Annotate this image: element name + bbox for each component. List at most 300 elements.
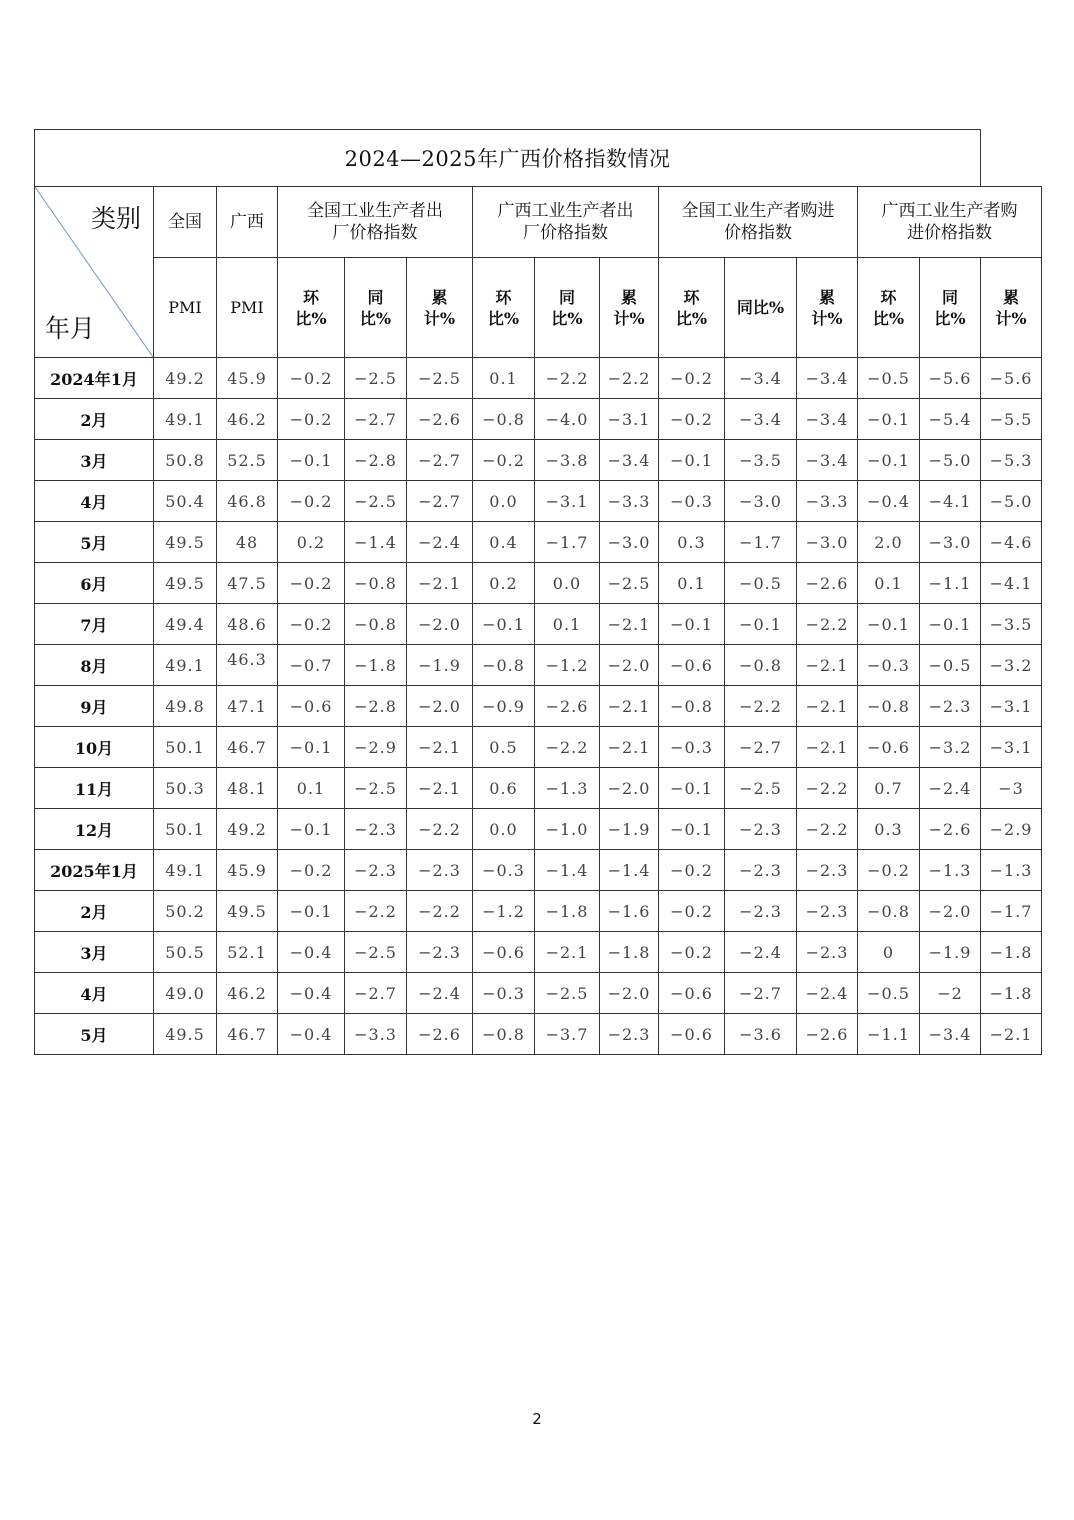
value-text: −5.6 — [928, 368, 972, 388]
value-cell — [600, 358, 659, 399]
value-text: 0.3 — [677, 532, 706, 552]
value-text: −2.2 — [805, 614, 849, 634]
value-text: 49.5 — [165, 1024, 205, 1044]
value-cell — [981, 809, 1042, 850]
value-cell — [659, 440, 725, 481]
group-header-line2: 厂价格指数 — [523, 223, 608, 243]
value-cell — [217, 686, 278, 727]
value-text: 0.3 — [874, 819, 903, 839]
value-cell — [725, 686, 797, 727]
group-header-line2: 厂价格指数 — [332, 223, 418, 243]
value-text: 0.1 — [552, 614, 582, 634]
subheader-yoy: 同 比% — [920, 258, 981, 358]
value-cell — [278, 973, 345, 1014]
value-cell — [278, 686, 345, 727]
value-text: −2.0 — [607, 778, 651, 798]
table-row — [35, 481, 1042, 522]
value-text: −1.8 — [354, 655, 397, 675]
value-cell — [920, 440, 981, 481]
month-cell: 2月 — [35, 399, 154, 440]
value-text: 49.1 — [165, 409, 205, 429]
value-cell — [797, 973, 858, 1014]
subheader-cumulative: 累 计% — [407, 258, 473, 358]
value-text: −2.5 — [418, 368, 461, 388]
value-cell — [535, 645, 600, 686]
month-cell: 9月 — [35, 686, 154, 727]
value-cell — [981, 727, 1042, 768]
value-text: −0.2 — [289, 573, 333, 593]
value-text: −5.0 — [989, 491, 1033, 511]
value-text: −3.7 — [545, 1024, 589, 1044]
value-text: 49.0 — [165, 983, 205, 1003]
value-cell — [797, 399, 858, 440]
value-cell — [600, 932, 659, 973]
value-text: −2.0 — [418, 696, 461, 716]
value-text: −2.3 — [805, 901, 849, 921]
price-index-table — [34, 129, 1042, 1055]
value-cell — [345, 604, 407, 645]
value-text: −3.6 — [739, 1024, 782, 1044]
value-cell — [217, 604, 278, 645]
value-text: 0.2 — [296, 532, 326, 552]
value-text: −0.1 — [289, 901, 333, 921]
value-cell — [154, 440, 217, 481]
value-cell — [981, 850, 1042, 891]
value-text: −3.0 — [928, 532, 972, 552]
group-header-national-ppi-out — [278, 187, 473, 258]
value-cell — [858, 932, 920, 973]
value-text: −0.7 — [289, 655, 333, 675]
value-cell — [473, 358, 535, 399]
value-cell — [535, 686, 600, 727]
value-cell — [797, 686, 858, 727]
table-row — [35, 645, 1042, 686]
value-text: −1.7 — [545, 532, 589, 552]
month-cell: 3月 — [35, 932, 154, 973]
value-cell — [473, 850, 535, 891]
value-text: −0.5 — [867, 983, 910, 1003]
value-cell — [659, 563, 725, 604]
table-row — [35, 686, 1042, 727]
value-text: 2.0 — [874, 532, 903, 552]
value-cell — [217, 850, 278, 891]
value-text: 49.2 — [165, 368, 205, 388]
group-header-line1: 全国工业生产者购进 — [681, 201, 835, 221]
value-cell — [154, 399, 217, 440]
value-text: −2.2 — [805, 819, 849, 839]
value-text: −1.4 — [545, 860, 589, 880]
value-cell — [473, 645, 535, 686]
value-cell — [345, 686, 407, 727]
value-text: −0.4 — [867, 491, 910, 511]
value-cell — [345, 727, 407, 768]
group-header-guangxi-ppi-out — [473, 187, 659, 258]
value-cell — [217, 358, 278, 399]
value-text: −2.6 — [805, 573, 849, 593]
value-text: −0.8 — [867, 696, 910, 716]
value-cell — [725, 1014, 797, 1055]
value-cell — [858, 973, 920, 1014]
value-cell — [217, 727, 278, 768]
value-text: −3.4 — [739, 409, 782, 429]
value-cell — [535, 850, 600, 891]
value-cell — [920, 727, 981, 768]
group-header-line2: 价格指数 — [724, 223, 792, 243]
table-row — [35, 604, 1042, 645]
value-text: 46.3 — [227, 649, 267, 669]
value-cell — [659, 522, 725, 563]
value-cell — [600, 850, 659, 891]
value-cell — [217, 891, 278, 932]
value-text: −2.3 — [739, 819, 782, 839]
value-text: −1.8 — [545, 901, 589, 921]
value-text: −2.8 — [354, 696, 397, 716]
value-cell — [600, 768, 659, 809]
value-cell — [858, 809, 920, 850]
value-cell — [797, 850, 858, 891]
value-cell — [600, 604, 659, 645]
value-text: −2.6 — [805, 1024, 849, 1044]
value-text: 49.1 — [165, 655, 205, 675]
value-text: −0.2 — [670, 368, 713, 388]
value-cell — [407, 891, 473, 932]
value-text: −2.7 — [418, 491, 461, 511]
value-cell — [600, 973, 659, 1014]
month-cell: 2024年1月 — [35, 358, 154, 399]
value-text: −1.9 — [418, 655, 461, 675]
value-text: −1.2 — [545, 655, 589, 675]
value-cell — [725, 481, 797, 522]
value-text: 49.8 — [165, 696, 205, 716]
value-text: −3.3 — [354, 1024, 397, 1044]
value-cell — [981, 1014, 1042, 1055]
value-text: 0.4 — [489, 532, 518, 552]
value-cell — [278, 440, 345, 481]
value-text: −0.2 — [670, 901, 713, 921]
value-cell — [154, 891, 217, 932]
value-text: 0.1 — [296, 778, 326, 798]
value-cell — [154, 973, 217, 1014]
value-text: −0.4 — [289, 942, 333, 962]
value-cell — [154, 604, 217, 645]
value-cell — [154, 727, 217, 768]
value-text: −0.2 — [289, 491, 333, 511]
value-text: −2.7 — [418, 450, 461, 470]
value-text: −2.1 — [418, 778, 461, 798]
value-text: −2.3 — [418, 942, 461, 962]
value-text: 46.7 — [227, 1024, 267, 1044]
value-cell — [535, 809, 600, 850]
month-cell: 3月 — [35, 440, 154, 481]
subheader-pmi-national: PMI — [154, 258, 217, 358]
value-cell — [154, 358, 217, 399]
value-cell — [535, 399, 600, 440]
value-cell — [217, 768, 278, 809]
value-cell — [535, 440, 600, 481]
value-text: −5.4 — [928, 409, 972, 429]
value-cell — [535, 1014, 600, 1055]
value-cell — [659, 891, 725, 932]
value-text: −2.2 — [545, 737, 589, 757]
value-cell — [278, 399, 345, 440]
value-text: −0.5 — [739, 573, 782, 593]
value-cell — [725, 973, 797, 1014]
value-text: −0.4 — [289, 1024, 333, 1044]
value-text: −3.4 — [805, 409, 849, 429]
value-cell — [345, 440, 407, 481]
value-text: −0.1 — [670, 450, 713, 470]
value-cell — [981, 399, 1042, 440]
value-cell — [920, 481, 981, 522]
value-text: 46.7 — [227, 737, 267, 757]
value-text: −1.8 — [607, 942, 651, 962]
value-cell — [981, 563, 1042, 604]
value-text: −0.5 — [867, 368, 910, 388]
value-cell — [858, 768, 920, 809]
value-text: −0.8 — [482, 409, 525, 429]
value-text: −0.1 — [289, 737, 333, 757]
value-text: −0.8 — [354, 573, 397, 593]
value-text: −2.4 — [928, 778, 972, 798]
group-header-guangxi-ppi-in — [858, 187, 1042, 258]
value-cell — [920, 604, 981, 645]
value-text: −0.8 — [354, 614, 397, 634]
value-cell — [981, 358, 1042, 399]
value-cell — [535, 604, 600, 645]
value-text: 0.6 — [489, 778, 518, 798]
value-text: −0.8 — [670, 696, 713, 716]
value-cell — [858, 645, 920, 686]
value-text: −2.0 — [607, 983, 651, 1003]
value-text: −1.4 — [354, 532, 397, 552]
value-cell — [278, 768, 345, 809]
value-cell — [154, 932, 217, 973]
value-text: −2.2 — [545, 368, 589, 388]
value-text: −0.2 — [670, 942, 713, 962]
value-cell — [473, 522, 535, 563]
value-text: −0.1 — [867, 450, 910, 470]
group-header-national: 全国 — [154, 187, 217, 258]
value-cell — [600, 522, 659, 563]
value-cell — [920, 809, 981, 850]
value-text: −0.2 — [289, 368, 333, 388]
value-cell — [659, 932, 725, 973]
value-text: 49.1 — [165, 860, 205, 880]
value-text: 50.2 — [165, 901, 205, 921]
value-text: −1.8 — [989, 942, 1033, 962]
value-text: −2.5 — [354, 942, 397, 962]
value-text: −0.2 — [482, 450, 525, 470]
value-cell — [407, 563, 473, 604]
value-cell — [858, 850, 920, 891]
value-cell — [535, 522, 600, 563]
value-text: −2.0 — [928, 901, 972, 921]
value-cell — [345, 768, 407, 809]
value-cell — [659, 481, 725, 522]
value-text: −2.5 — [354, 778, 397, 798]
value-cell — [473, 891, 535, 932]
value-text: −2.1 — [805, 737, 849, 757]
value-text: −1.1 — [928, 573, 972, 593]
value-cell — [920, 1014, 981, 1055]
value-cell — [473, 932, 535, 973]
value-text: −2.1 — [989, 1024, 1033, 1044]
value-text: −0.1 — [670, 778, 713, 798]
value-text: 50.5 — [165, 942, 205, 962]
value-text: −2.1 — [418, 573, 461, 593]
value-cell — [725, 850, 797, 891]
value-cell — [920, 973, 981, 1014]
value-cell — [600, 399, 659, 440]
page-number: 2 — [532, 1410, 542, 1428]
value-cell — [154, 481, 217, 522]
value-cell — [407, 1014, 473, 1055]
value-text: 45.9 — [227, 860, 267, 880]
value-text: −2.1 — [607, 737, 651, 757]
value-text: −2.3 — [805, 942, 849, 962]
value-cell — [920, 686, 981, 727]
value-text: −1.6 — [607, 901, 651, 921]
value-text: −1.1 — [867, 1024, 910, 1044]
value-cell — [154, 563, 217, 604]
value-text: −1.3 — [928, 860, 972, 880]
value-cell — [920, 850, 981, 891]
value-cell — [217, 973, 278, 1014]
value-cell — [217, 563, 278, 604]
value-cell — [725, 645, 797, 686]
value-text: −2.7 — [739, 983, 782, 1003]
value-cell — [858, 1014, 920, 1055]
value-cell — [345, 809, 407, 850]
value-text: −2.3 — [607, 1024, 651, 1044]
value-text: −2.4 — [739, 942, 782, 962]
value-cell — [345, 563, 407, 604]
value-cell — [535, 727, 600, 768]
value-text: 46.8 — [227, 491, 267, 511]
value-text: 49.5 — [165, 532, 205, 552]
value-cell — [797, 891, 858, 932]
value-text: −4.1 — [989, 573, 1033, 593]
table-row — [35, 563, 1042, 604]
value-text: −2.0 — [607, 655, 651, 675]
value-cell — [278, 645, 345, 686]
value-cell — [407, 440, 473, 481]
value-cell — [154, 522, 217, 563]
month-cell: 8月 — [35, 645, 154, 686]
value-cell — [345, 850, 407, 891]
value-cell — [407, 973, 473, 1014]
subheader-mom: 环 比% — [659, 258, 725, 358]
value-cell — [981, 481, 1042, 522]
value-cell — [659, 645, 725, 686]
table-row — [35, 358, 1042, 399]
value-text: 50.1 — [165, 737, 205, 757]
month-cell: 2025年1月 — [35, 850, 154, 891]
value-text: −3.4 — [928, 1024, 972, 1044]
value-cell — [278, 850, 345, 891]
value-cell — [981, 440, 1042, 481]
value-cell — [797, 604, 858, 645]
value-cell — [278, 563, 345, 604]
value-cell — [278, 522, 345, 563]
value-text: −3.5 — [989, 614, 1033, 634]
value-text: −2.5 — [354, 491, 397, 511]
value-text: −2.6 — [545, 696, 589, 716]
value-cell — [600, 440, 659, 481]
value-cell — [407, 481, 473, 522]
value-cell — [981, 932, 1042, 973]
month-cell: 10月 — [35, 727, 154, 768]
value-text: −2.3 — [418, 860, 461, 880]
value-text: −2.1 — [805, 696, 849, 716]
month-cell: 7月 — [35, 604, 154, 645]
value-cell — [725, 358, 797, 399]
value-cell — [797, 932, 858, 973]
value-text: −1.4 — [607, 860, 651, 880]
value-cell — [278, 604, 345, 645]
value-text: −2.7 — [354, 983, 397, 1003]
value-text: −2.5 — [739, 778, 782, 798]
value-text: −1.9 — [607, 819, 651, 839]
value-cell — [659, 686, 725, 727]
value-text: −4.1 — [928, 491, 972, 511]
value-text: −1.7 — [739, 532, 782, 552]
value-cell — [345, 932, 407, 973]
value-cell — [725, 440, 797, 481]
value-text: −0.5 — [928, 655, 972, 675]
value-cell — [600, 1014, 659, 1055]
value-text: −2.9 — [989, 819, 1033, 839]
value-text: −2.5 — [545, 983, 589, 1003]
value-cell — [659, 973, 725, 1014]
value-cell — [920, 522, 981, 563]
value-cell — [217, 645, 278, 686]
subheader-yoy: 同比% — [725, 258, 797, 358]
value-text: −2.0 — [418, 614, 461, 634]
value-cell — [858, 440, 920, 481]
value-text: −0.4 — [289, 983, 333, 1003]
month-cell: 6月 — [35, 563, 154, 604]
value-text: 52.1 — [227, 942, 267, 962]
value-cell — [345, 973, 407, 1014]
table-row — [35, 850, 1042, 891]
table-title: 2024—2025年广西价格指数情况 — [35, 130, 981, 187]
value-cell — [659, 727, 725, 768]
subheader-yoy: 同 比% — [535, 258, 600, 358]
value-text: −3.3 — [805, 491, 849, 511]
value-cell — [600, 563, 659, 604]
value-text: −1.3 — [989, 860, 1033, 880]
value-text: −3.4 — [739, 368, 782, 388]
value-cell — [473, 973, 535, 1014]
value-cell — [725, 809, 797, 850]
subheader-mom: 环 比% — [278, 258, 345, 358]
value-text: −0.9 — [482, 696, 525, 716]
value-text: −2.3 — [928, 696, 972, 716]
table-row — [35, 727, 1042, 768]
value-text: −3.4 — [805, 450, 849, 470]
value-text: −0.1 — [867, 409, 910, 429]
value-text: −3.0 — [805, 532, 849, 552]
month-cell: 11月 — [35, 768, 154, 809]
value-text: 0.0 — [552, 573, 582, 593]
value-text: 0.1 — [874, 573, 903, 593]
value-cell — [278, 809, 345, 850]
value-text: 47.5 — [227, 573, 267, 593]
value-text: 0.0 — [489, 491, 518, 511]
value-text: −2.7 — [354, 409, 397, 429]
value-cell — [535, 563, 600, 604]
